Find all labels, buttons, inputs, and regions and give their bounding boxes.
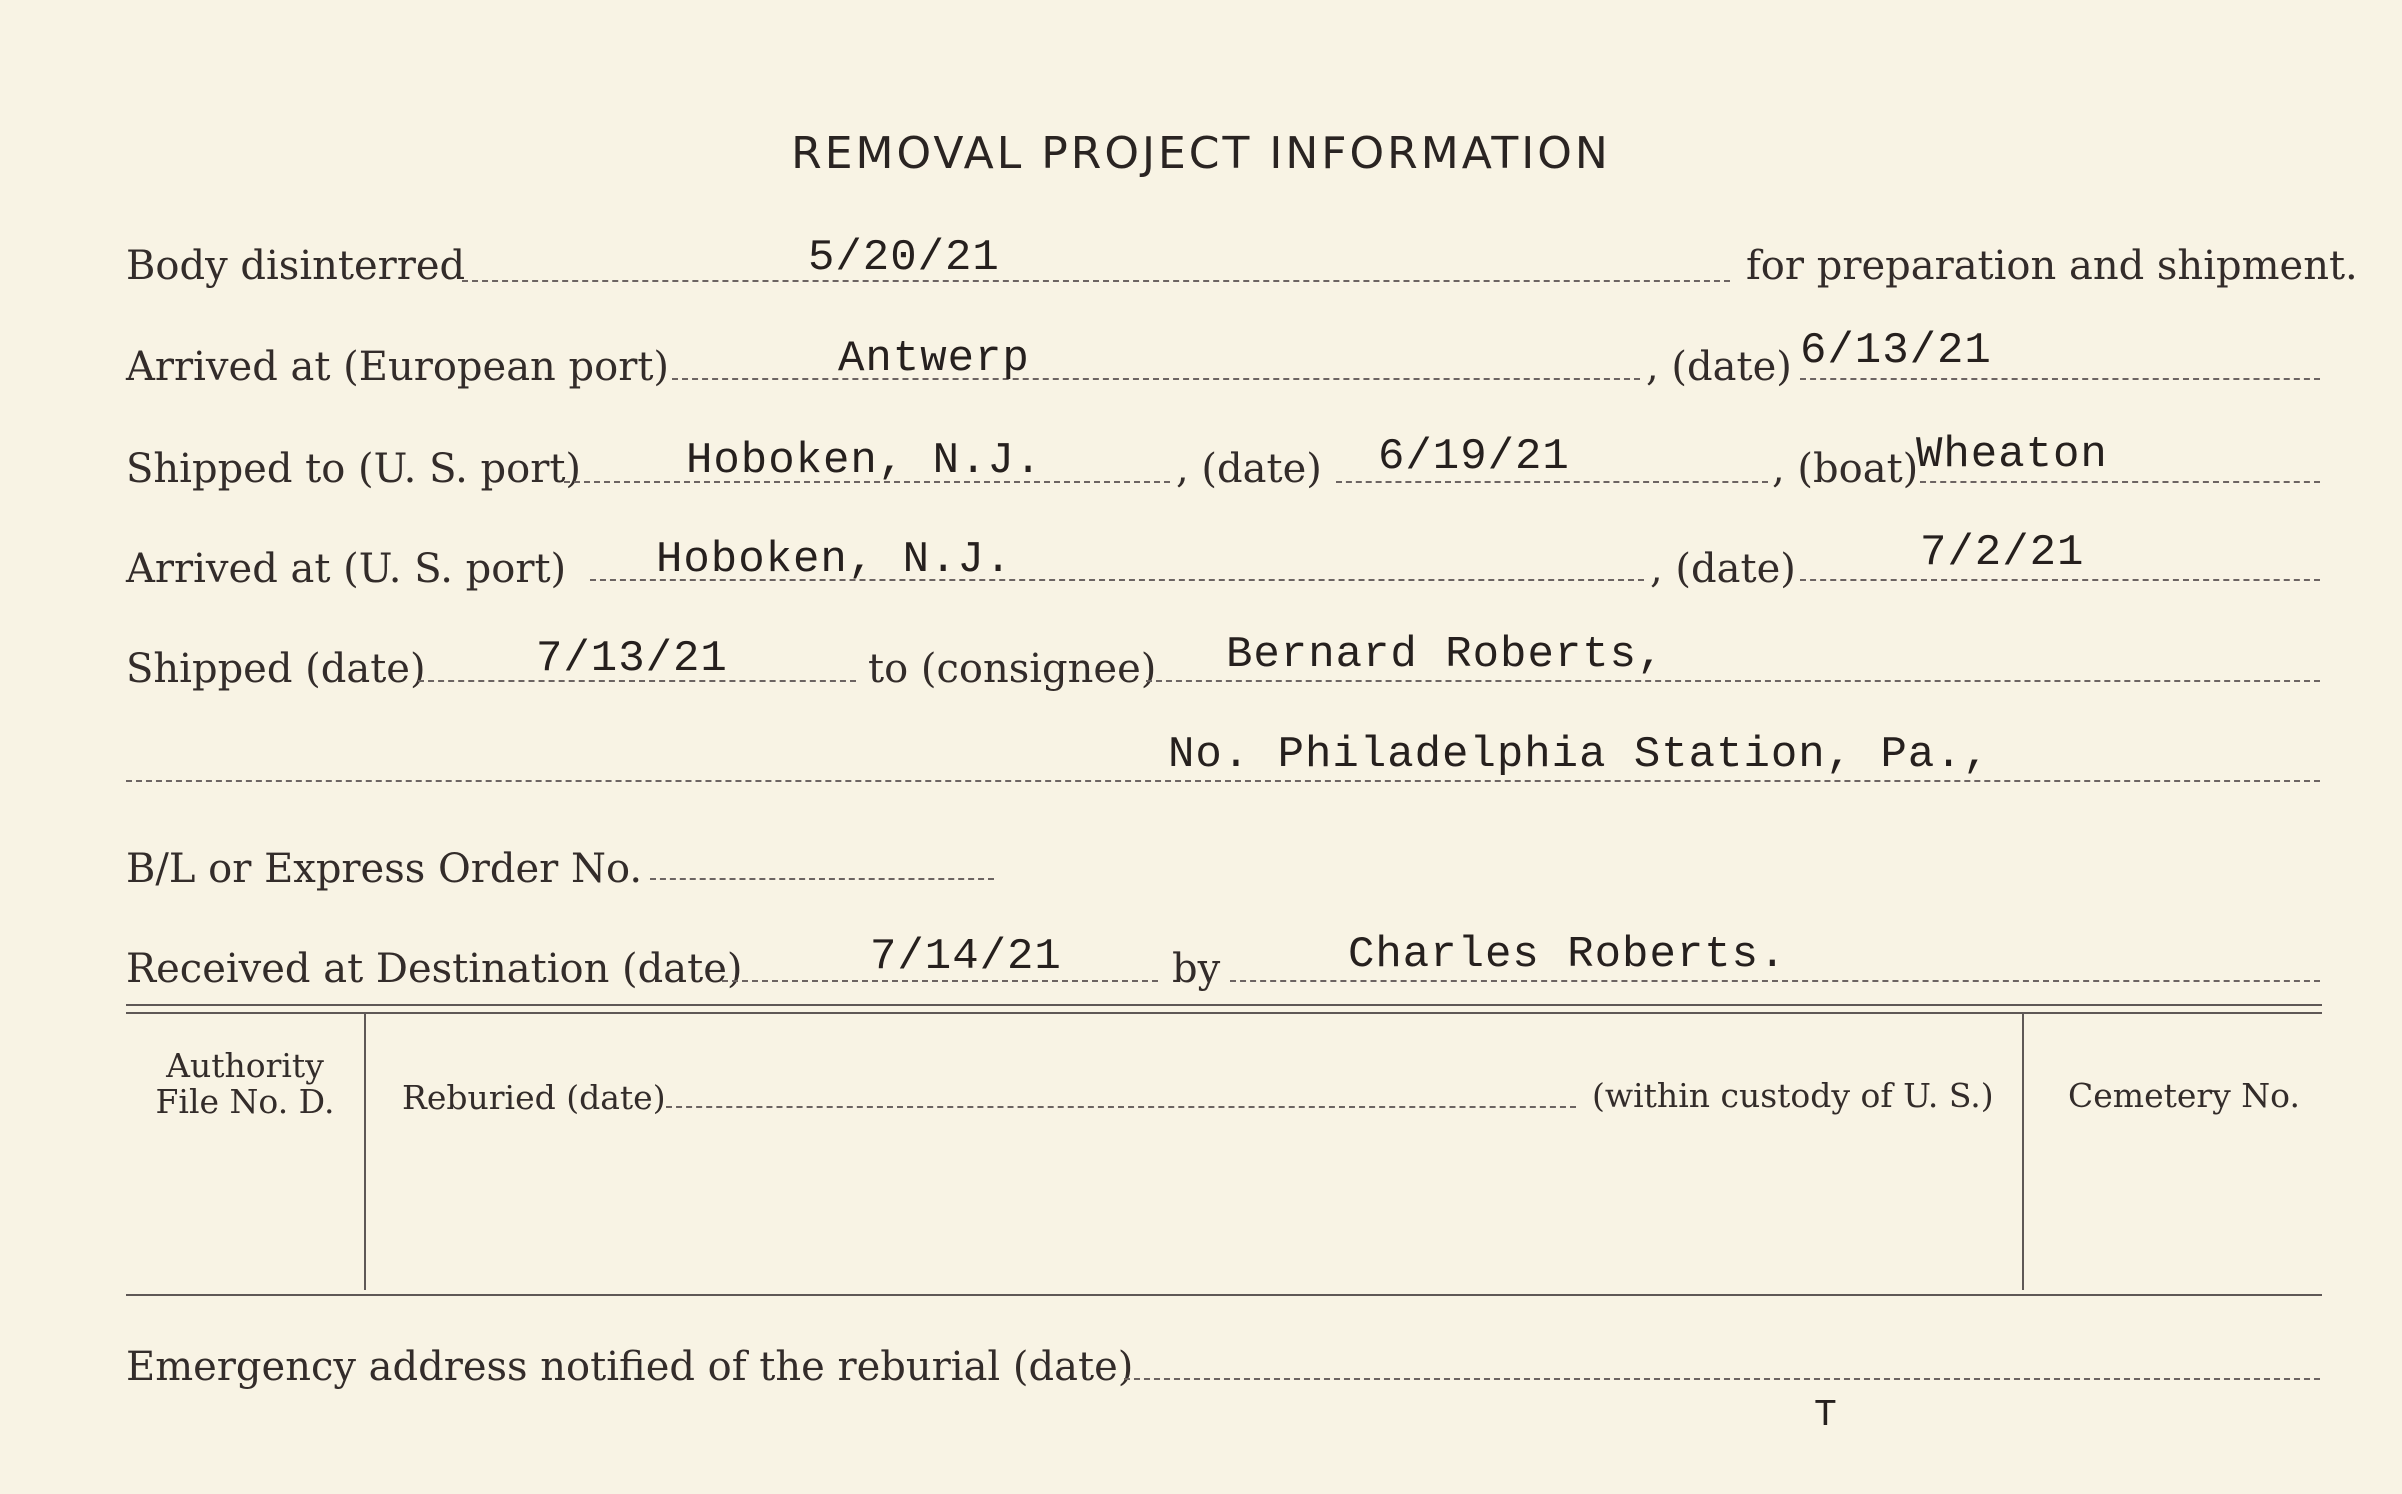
- received-value: 7/14/21: [870, 932, 1062, 982]
- european-port-value: Antwerp: [838, 334, 1030, 384]
- shipped-date-value: 6/19/21: [1378, 432, 1570, 482]
- box-divider-right: [2022, 1014, 2024, 1290]
- box-top-rule-inner: [126, 1012, 2322, 1014]
- preparation-shipment-label: for preparation and shipment.: [1746, 243, 2358, 289]
- us-port-arrived-value: Hoboken, N.J.: [656, 535, 1013, 585]
- reburied-label: Reburied (date): [402, 1078, 666, 1117]
- footer-mark: T: [1814, 1394, 1838, 1437]
- boat-line: [1920, 481, 2320, 483]
- body-disinterred-value: 5/20/21: [808, 233, 1000, 283]
- shipped-value: 7/13/21: [536, 634, 728, 684]
- arrived-date-line: [1800, 579, 2320, 581]
- address-value: No. Philadelphia Station, Pa.,: [1168, 730, 1991, 780]
- authority-label-line1: Authority: [166, 1046, 324, 1085]
- european-port-label: Arrived at (European port): [126, 344, 670, 390]
- received-by-line: [1230, 980, 2320, 982]
- body-disinterred-line: [462, 280, 1730, 282]
- us-port-arrived-label: Arrived at (U. S. port): [126, 546, 567, 592]
- received-label: Received at Destination (date): [126, 946, 743, 992]
- card-title: REMOVAL PROJECT INFORMATION: [791, 128, 1611, 179]
- box-top-rule: [126, 1004, 2322, 1006]
- us-port-shipped-value: Hoboken, N.J.: [686, 436, 1043, 486]
- european-port-line: [672, 378, 1640, 380]
- boat-label: , (boat): [1772, 446, 1919, 492]
- received-by-label: by: [1172, 946, 1221, 992]
- shipped-date-label: , (date): [1176, 446, 1322, 492]
- order-number-line: [650, 878, 994, 880]
- received-by-value: Charles Roberts.: [1348, 930, 1787, 980]
- boat-value: Wheaton: [1916, 430, 2108, 480]
- us-port-shipped-label: Shipped to (U. S. port): [126, 446, 581, 492]
- european-date-value: 6/13/21: [1800, 326, 1992, 376]
- arrived-date-label: , (date): [1650, 546, 1796, 592]
- consignee-label: to (consignee): [868, 646, 1157, 692]
- emergency-address-label: Emergency address notified of the reburial (date): [126, 1344, 1134, 1390]
- reburied-line: [666, 1106, 1576, 1108]
- order-number-label: B/L or Express Order No.: [126, 846, 643, 892]
- european-date-label: , (date): [1646, 344, 1792, 390]
- european-date-line: [1800, 378, 2320, 380]
- arrived-date-value: 7/2/21: [1920, 528, 2085, 578]
- box-bottom-rule: [126, 1294, 2322, 1296]
- consignee-value: Bernard Roberts,: [1226, 630, 1665, 680]
- shipped-label: Shipped (date): [126, 646, 426, 692]
- address-line: [126, 780, 2320, 782]
- consignee-line: [1146, 680, 2320, 682]
- emergency-address-line: [1124, 1378, 2320, 1380]
- body-disinterred-label: Body disinterred: [126, 243, 466, 289]
- cemetery-number-label: Cemetery No.: [2068, 1076, 2300, 1115]
- custody-label: (within custody of U. S.): [1592, 1076, 1994, 1115]
- box-divider-left: [364, 1014, 366, 1290]
- authority-label-line2: File No. D.: [155, 1082, 335, 1121]
